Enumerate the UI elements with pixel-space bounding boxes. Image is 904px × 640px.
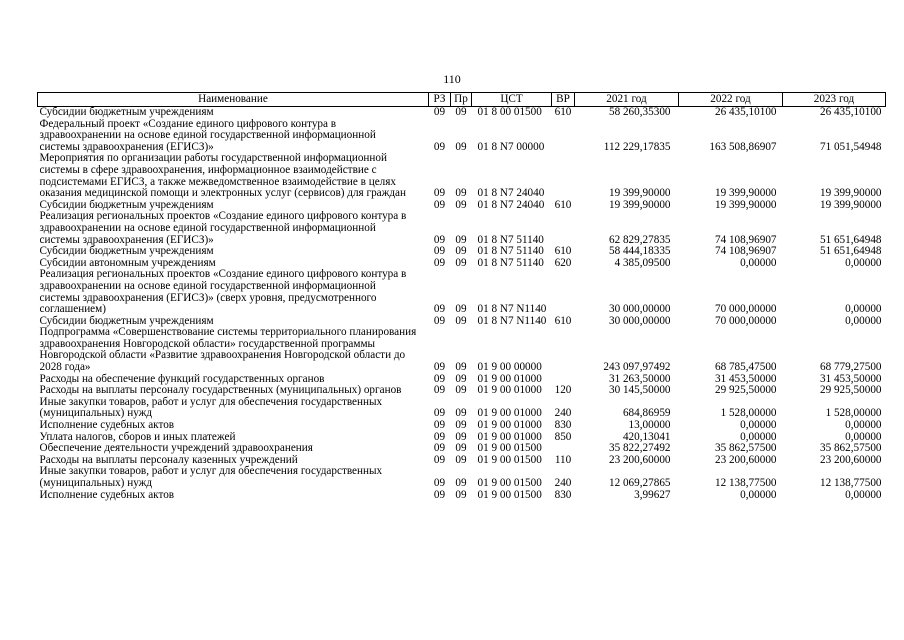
table-row: [38, 269, 886, 315]
cell-vr: [552, 119, 575, 154]
table-header-row: [38, 93, 886, 107]
cell-2022: 70 000,00000: [714, 303, 777, 316]
cell-2023: 51 651,64948: [819, 233, 882, 246]
header-2023: 2023 год: [783, 93, 886, 107]
cell-2022: 163 508,86907: [709, 140, 777, 153]
cell-rz: 09: [433, 106, 446, 118]
cell-2023: 19 399,90000: [819, 198, 882, 211]
cell-2022: 23 200,60000: [714, 453, 777, 466]
cell-pr: 09: [455, 488, 467, 501]
cell-2022: 26 435,10100: [714, 106, 777, 118]
cell-vr: [552, 211, 575, 246]
cell-rz: 09: [433, 314, 446, 327]
budget-table: [37, 92, 886, 501]
header-2022: 2022 год: [679, 93, 783, 107]
cell-2023: 1 528,00000: [825, 407, 882, 420]
cell-name: Расходы на обеспечение функций государственных органов: [39, 372, 325, 385]
cell-name: Субсидии автономным учреждениям: [39, 256, 216, 269]
table-row: [38, 466, 886, 489]
cell-2022: 35 862,57500: [714, 442, 777, 455]
cell-2021: 3,99627: [634, 488, 671, 501]
cell-name: Расходы на выплаты персоналу государственных (муниципальных) органов: [39, 384, 402, 397]
cell-name: Иные закупки товаров, работ и услуг для обеспечения государственных (муниципальных) нужд: [39, 465, 383, 489]
cell-2023: 29 925,50000: [819, 384, 882, 397]
cell-2022: 12 138,77500: [714, 477, 777, 489]
cell-cst: 01 8 N7 51140: [477, 245, 544, 258]
cell-pr: 09: [455, 106, 467, 118]
cell-vr: 620: [554, 256, 572, 269]
header-pr: Пр: [451, 93, 472, 107]
cell-rz: 09: [433, 488, 446, 501]
cell-pr: 09: [455, 256, 467, 269]
cell-cst: 01 9 00 01500: [477, 488, 542, 501]
cell-vr: [552, 269, 575, 315]
cell-cst: 01 8 N7 24040: [477, 187, 545, 200]
cell-name: Субсидии бюджетным учреждениям: [39, 314, 214, 327]
cell-2022: 1 528,00000: [720, 407, 777, 420]
cell-2021: 19 399,90000: [608, 187, 671, 200]
cell-name: Субсидии бюджетным учреждениям: [39, 245, 214, 258]
cell-2021: 684,86959: [622, 407, 671, 420]
cell-2022: 0,00000: [740, 488, 777, 501]
cell-pr: 09: [455, 407, 467, 420]
cell-2023: 0,00000: [845, 488, 882, 501]
cell-2021: 23 200,60000: [608, 453, 671, 466]
cell-rz: 09: [433, 198, 446, 211]
cell-2023: 26 435,10100: [819, 106, 882, 118]
cell-2021: 243 097,97492: [603, 361, 671, 374]
cell-rz: 09: [433, 303, 446, 316]
cell-2023: 71 051,54948: [819, 140, 882, 153]
cell-2022: 0,00000: [740, 430, 777, 443]
cell-2023: 12 138,77500: [819, 477, 882, 489]
cell-name: Субсидии бюджетным учреждениям: [39, 198, 214, 211]
cell-rz: 09: [433, 256, 446, 269]
table-body: [38, 107, 886, 502]
cell-2022: 70 000,00000: [714, 314, 777, 327]
cell-2023: 0,00000: [845, 303, 882, 316]
cell-name: Подпрограмма «Совершенствование системы территориального планирования здравоохранения Новгородской области» государственной программы Новгородской области «Развитие здравоохранения Новгородской области до 2028 года»: [39, 326, 417, 374]
header-2021: 2021 год: [575, 93, 679, 107]
cell-cst: 01 8 N7 N1140: [477, 303, 547, 316]
cell-2022: 31 453,50000: [714, 372, 777, 385]
cell-vr: 830: [554, 488, 572, 501]
cell-vr: 240: [554, 407, 572, 420]
cell-2021: 62 829,27835: [608, 233, 671, 246]
cell-2023: 0,00000: [845, 430, 882, 443]
cell-rz: 09: [433, 372, 446, 385]
cell-2021: 19 399,90000: [608, 198, 671, 211]
cell-2021: 35 822,27492: [608, 442, 671, 455]
cell-2022: 19 399,90000: [714, 198, 777, 211]
cell-2021: 420,13041: [622, 430, 671, 443]
cell-2023: 19 399,90000: [819, 187, 882, 200]
cell-pr: 09: [455, 477, 467, 489]
cell-vr: 610: [554, 245, 572, 258]
cell-2021: 31 263,50000: [608, 372, 671, 385]
cell-rz: 09: [433, 453, 446, 466]
cell-pr: 09: [455, 198, 467, 211]
cell-vr: 830: [554, 419, 572, 432]
cell-2022: 19 399,90000: [714, 187, 777, 200]
header-vr: ВР: [552, 93, 575, 107]
cell-2022: 0,00000: [740, 256, 777, 269]
table-row: [38, 327, 886, 373]
cell-2022: 68 785,47500: [714, 361, 777, 374]
cell-vr: 240: [554, 477, 572, 489]
cell-rz: 09: [433, 419, 446, 432]
header-cst: ЦСТ: [472, 93, 552, 107]
cell-2023: 51 651,64948: [819, 245, 882, 258]
cell-rz: 09: [433, 407, 446, 420]
cell-vr: [552, 327, 575, 373]
table-row: [38, 119, 886, 154]
cell-name: Иные закупки товаров, работ и услуг для обеспечения государственных (муниципальных) нужд: [39, 395, 383, 420]
cell-name: Мероприятия по организации работы государственной информационной системы в сфере здравоохранения, информационное взаимодействие с подсистемами ЕГИСЗ, а также межведомственное взаимодействие в целях оказания медицинской помощи и электронных услуг (сервисов) для граждан: [39, 152, 407, 200]
cell-2023: 0,00000: [845, 256, 882, 269]
cell-cst: 01 9 00 01000: [477, 407, 542, 420]
cell-2021: 30 000,00000: [608, 314, 671, 327]
cell-pr: 09: [455, 187, 467, 200]
cell-pr: 09: [455, 245, 467, 258]
cell-cst: 01 9 00 00000: [477, 361, 542, 374]
table-row: [38, 246, 886, 258]
table-row: [38, 490, 886, 502]
cell-rz: 09: [433, 233, 446, 246]
cell-rz: 09: [433, 442, 446, 455]
cell-rz: 09: [433, 245, 446, 258]
table-row: [38, 420, 886, 432]
table-row: [38, 211, 886, 246]
cell-2021: 12 069,27865: [608, 477, 671, 489]
cell-vr: 110: [554, 453, 572, 466]
cell-name: Уплата налогов, сборов и иных платежей: [39, 430, 236, 443]
cell-vr: 610: [554, 106, 572, 118]
cell-pr: 09: [455, 453, 467, 466]
cell-pr: 09: [455, 140, 467, 153]
cell-2021: 30 145,50000: [608, 384, 671, 397]
cell-pr: 09: [455, 430, 467, 443]
cell-pr: 09: [455, 361, 467, 374]
cell-cst: 01 8 N7 N1140: [477, 314, 547, 327]
cell-2022: 74 108,96907: [714, 233, 777, 246]
cell-name: Расходы на выплаты персоналу казенных учреждений: [39, 453, 298, 466]
page-number: 110: [443, 72, 461, 86]
cell-rz: 09: [433, 477, 446, 489]
cell-pr: 09: [455, 372, 467, 385]
cell-2021: 58 260,35300: [608, 106, 671, 118]
cell-name: Обеспечение деятельности учреждений здравоохранения: [39, 442, 313, 455]
cell-name: Реализация региональных проектов «Создание единого цифрового контура в здравоохранении на основе единой государственной информационной системы здравоохранения (ЕГИСЗ)» (сверх уровня, предусмотренного соглашением): [39, 268, 407, 316]
header-rz: РЗ: [429, 93, 451, 107]
cell-name: Реализация региональных проектов «Создание единого цифрового контура в здравоохранении на основе единой государственной информационной системы здравоохранения (ЕГИСЗ)»: [39, 210, 407, 246]
cell-2023: 31 453,50000: [819, 372, 882, 385]
cell-pr: 09: [455, 303, 467, 316]
cell-vr: 120: [554, 384, 572, 397]
cell-rz: 09: [433, 361, 446, 374]
header-name: Наименование: [38, 93, 429, 107]
cell-pr: 09: [455, 233, 467, 246]
cell-2022: 74 108,96907: [714, 245, 777, 258]
cell-2021: 58 444,18335: [608, 245, 671, 258]
cell-cst: 01 8 00 01500: [477, 106, 542, 118]
cell-cst: 01 9 00 01000: [477, 372, 542, 385]
cell-pr: 09: [455, 384, 467, 397]
cell-2022: 0,00000: [740, 419, 777, 432]
cell-2021: 112 229,17835: [603, 140, 671, 153]
cell-2021: 13,00000: [628, 419, 671, 432]
cell-vr: 610: [554, 314, 572, 327]
cell-name: Исполнение судебных актов: [39, 419, 175, 432]
cell-cst: 01 8 N7 24040: [477, 198, 545, 211]
cell-name: Федеральный проект «Создание единого цифрового контура в здравоохранении на основе единой государственной информационной системы здравоохранения (ЕГИСЗ)»: [39, 117, 376, 153]
cell-cst: 01 9 00 01500: [477, 453, 542, 466]
cell-cst: 01 9 00 01500: [477, 442, 542, 455]
cell-vr: 610: [554, 198, 572, 211]
table-row: [38, 153, 886, 199]
cell-rz: 09: [433, 187, 446, 200]
cell-rz: 09: [433, 140, 446, 153]
cell-pr: 09: [455, 419, 467, 432]
table-row: [38, 397, 886, 420]
cell-2021: 30 000,00000: [608, 303, 671, 316]
cell-cst: 01 8 N7 51140: [477, 233, 544, 246]
cell-pr: 09: [455, 442, 467, 455]
cell-name: Исполнение судебных актов: [39, 488, 175, 501]
cell-vr: [552, 153, 575, 199]
cell-cst: 01 9 00 01000: [477, 384, 542, 397]
cell-2022: 29 925,50000: [714, 384, 777, 397]
cell-2021: 4 385,09500: [614, 256, 671, 269]
cell-2023: 0,00000: [845, 314, 882, 327]
table-row: [38, 107, 886, 119]
cell-cst: 01 9 00 01000: [477, 419, 542, 432]
cell-rz: 09: [433, 384, 446, 397]
cell-2023: 23 200,60000: [819, 453, 882, 466]
cell-2023: 0,00000: [845, 419, 882, 432]
cell-cst: 01 9 00 01000: [477, 430, 542, 443]
cell-pr: 09: [455, 314, 467, 327]
cell-cst: 01 9 00 01500: [477, 477, 542, 489]
cell-vr: 850: [554, 430, 572, 443]
cell-cst: 01 8 N7 51140: [477, 256, 544, 269]
cell-cst: 01 8 N7 00000: [477, 140, 545, 153]
cell-name: Субсидии бюджетным учреждениям: [39, 106, 214, 118]
cell-2023: 68 779,27500: [819, 361, 882, 374]
cell-rz: 09: [433, 430, 446, 443]
cell-2023: 35 862,57500: [819, 442, 882, 455]
